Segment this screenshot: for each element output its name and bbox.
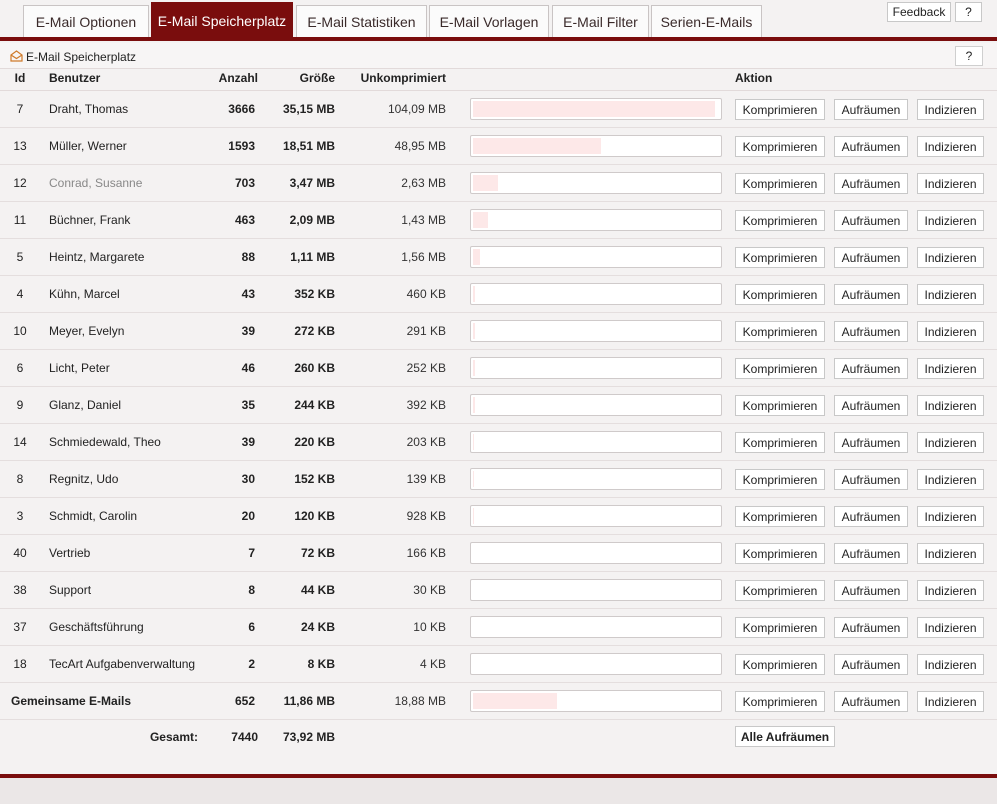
user-id: 10 (13, 324, 27, 338)
user-id: 12 (13, 176, 27, 190)
uncompressed-size: 30 KB (413, 583, 446, 597)
user-id: 7 (16, 102, 24, 116)
cleanup-button[interactable]: Aufräumen (834, 395, 908, 416)
cleanup-button[interactable]: Aufräumen (834, 506, 908, 527)
table-row (0, 350, 997, 387)
index-button[interactable]: Indizieren (917, 136, 984, 157)
index-button[interactable]: Indizieren (917, 506, 984, 527)
user-name: TecArt Aufgabenverwaltung (49, 657, 196, 671)
compress-button[interactable]: Komprimieren (735, 321, 825, 342)
user-name: Licht, Peter (49, 361, 110, 375)
usage-bar (470, 394, 722, 416)
column-header-uncompressed: Unkomprimiert (360, 71, 446, 85)
cleanup-button[interactable]: Aufräumen (834, 617, 908, 638)
compress-button[interactable]: Komprimieren (735, 691, 825, 712)
shared-mail-label: Gemeinsame E-Mails (11, 694, 132, 708)
cleanup-button[interactable]: Aufräumen (834, 136, 908, 157)
user-id: 6 (16, 361, 24, 375)
index-button[interactable]: Indizieren (917, 469, 984, 490)
mail-count: 3666 (228, 102, 255, 116)
table-row (0, 239, 997, 276)
table-row (0, 165, 997, 202)
table-row (0, 646, 997, 683)
storage-size: 11,86 MB (283, 694, 335, 708)
storage-size: 220 KB (294, 435, 335, 449)
cleanup-button[interactable]: Aufräumen (834, 691, 908, 712)
mail-count: 1593 (228, 139, 255, 153)
storage-size: 2,09 MB (289, 213, 335, 227)
usage-bar-fill (473, 286, 475, 302)
user-id: 40 (13, 546, 27, 560)
mail-count: 7 (248, 546, 255, 560)
uncompressed-size: 392 KB (406, 398, 446, 412)
compress-button[interactable]: Komprimieren (735, 136, 825, 157)
column-header-id: Id (14, 71, 26, 85)
total-label: Gesamt: (149, 730, 198, 744)
tab-email-speicherplatz[interactable]: E-Mail Speicherplatz (151, 2, 293, 38)
usage-bar (470, 579, 722, 601)
usage-bar-fill (473, 471, 474, 487)
usage-bar (470, 468, 722, 490)
shared-mail-row (0, 683, 997, 720)
column-header-user: Benutzer (49, 71, 101, 85)
user-id: 38 (13, 583, 27, 597)
table-row (0, 498, 997, 535)
mail-count: 20 (241, 509, 255, 523)
user-id: 3 (16, 509, 24, 523)
cleanup-button[interactable]: Aufräumen (834, 99, 908, 120)
index-button[interactable]: Indizieren (917, 691, 984, 712)
user-id: 18 (13, 657, 27, 671)
usage-bar (470, 98, 722, 120)
compress-button[interactable]: Komprimieren (735, 654, 825, 675)
cleanup-button[interactable]: Aufräumen (834, 543, 908, 564)
compress-button[interactable]: Komprimieren (735, 580, 825, 601)
mail-count: 463 (234, 213, 255, 227)
tab-email-optionen[interactable]: E-Mail Optionen (23, 5, 149, 38)
storage-size: 152 KB (294, 472, 335, 486)
uncompressed-size: 48,95 MB (394, 139, 446, 153)
compress-button[interactable]: Komprimieren (735, 358, 825, 379)
table-row (0, 313, 997, 350)
user-name: Regnitz, Udo (49, 472, 119, 486)
mail-count: 46 (241, 361, 255, 375)
uncompressed-size: 203 KB (406, 435, 446, 449)
table-row (0, 535, 997, 572)
usage-bar (470, 542, 722, 564)
usage-bar-fill (473, 249, 480, 265)
storage-size: 44 KB (300, 583, 335, 597)
usage-bar (470, 431, 722, 453)
envelope-open-icon (10, 50, 23, 62)
compress-button[interactable]: Komprimieren (735, 432, 825, 453)
compress-button[interactable]: Komprimieren (735, 617, 825, 638)
usage-bar (470, 505, 722, 527)
uncompressed-size: 166 KB (406, 546, 446, 560)
usage-bar-fill (473, 360, 475, 376)
storage-size: 3,47 MB (289, 176, 335, 190)
user-name: Conrad, Susanne (49, 176, 143, 190)
tab-email-filter[interactable]: E-Mail Filter (552, 5, 649, 38)
storage-size: 244 KB (294, 398, 335, 412)
compress-button[interactable]: Komprimieren (735, 543, 825, 564)
user-name: Geschäftsführung (49, 620, 144, 634)
uncompressed-size: 1,56 MB (401, 250, 446, 264)
column-header-size: Größe (299, 71, 335, 85)
user-name: Draht, Thomas (49, 102, 129, 116)
user-name: Meyer, Evelyn (49, 324, 125, 338)
user-name: Schmidt, Carolin (49, 509, 138, 523)
uncompressed-size: 10 KB (413, 620, 446, 634)
total-row (0, 719, 997, 755)
storage-size: 260 KB (294, 361, 335, 375)
cleanup-button[interactable]: Aufräumen (834, 358, 908, 379)
user-id: 13 (13, 139, 27, 153)
compress-button[interactable]: Komprimieren (735, 506, 825, 527)
index-button[interactable]: Indizieren (917, 321, 984, 342)
cleanup-button[interactable]: Aufräumen (834, 321, 908, 342)
cleanup-button[interactable]: Aufräumen (834, 469, 908, 490)
usage-bar (470, 172, 722, 194)
storage-size: 1,11 MB (290, 250, 335, 264)
index-button[interactable]: Indizieren (917, 395, 984, 416)
column-header-action: Aktion (735, 71, 773, 85)
cleanup-button[interactable]: Aufräumen (834, 432, 908, 453)
panel-title: E-Mail Speicherplatz (26, 50, 137, 64)
table-row (0, 276, 997, 313)
usage-bar (470, 690, 722, 712)
uncompressed-size: 291 KB (406, 324, 446, 338)
mail-count: 43 (241, 287, 255, 301)
storage-panel (0, 41, 997, 775)
table-row (0, 609, 997, 646)
user-id: 9 (16, 398, 24, 412)
user-name: Heintz, Margarete (49, 250, 145, 264)
mail-count: 39 (241, 435, 255, 449)
uncompressed-size: 4 KB (419, 657, 446, 671)
storage-size: 24 KB (300, 620, 335, 634)
storage-size: 72 KB (300, 546, 335, 560)
storage-size: 35,15 MB (282, 102, 335, 116)
panel-help-button[interactable]: ? (955, 46, 983, 66)
user-id: 37 (13, 620, 27, 634)
table-row (0, 91, 997, 128)
storage-size: 120 KB (294, 509, 335, 523)
user-name: Büchner, Frank (49, 213, 131, 227)
usage-bar-fill (473, 434, 474, 450)
mail-count: 35 (241, 398, 255, 412)
usage-bar-fill (473, 693, 557, 709)
compress-button[interactable]: Komprimieren (735, 395, 825, 416)
uncompressed-size: 2,63 MB (401, 176, 446, 190)
user-id: 11 (13, 213, 27, 227)
usage-bar (470, 283, 722, 305)
total-count: 7440 (231, 730, 258, 744)
compress-button[interactable]: Komprimieren (735, 247, 825, 268)
compress-button[interactable]: Komprimieren (735, 469, 825, 490)
compress-button[interactable]: Komprimieren (735, 173, 825, 194)
compress-button[interactable]: Komprimieren (735, 284, 825, 305)
cleanup-all-button[interactable]: Alle Aufräumen (735, 726, 835, 747)
total-size: 73,92 MB (282, 730, 335, 744)
index-button[interactable]: Indizieren (917, 247, 984, 268)
mail-count: 30 (241, 472, 255, 486)
index-button[interactable]: Indizieren (917, 210, 984, 231)
storage-size: 18,51 MB (282, 139, 335, 153)
cleanup-button[interactable]: Aufräumen (834, 284, 908, 305)
user-id: 14 (13, 435, 27, 449)
user-name: Support (49, 583, 92, 597)
tab-serien-emails[interactable]: Serien-E-Mails (651, 5, 762, 38)
uncompressed-size: 928 KB (406, 509, 446, 523)
table-row (0, 572, 997, 609)
index-button[interactable]: Indizieren (917, 617, 984, 638)
index-button[interactable]: Indizieren (917, 284, 984, 305)
panel-header (0, 43, 997, 69)
cleanup-button[interactable]: Aufräumen (834, 210, 908, 231)
cleanup-button[interactable]: Aufräumen (834, 173, 908, 194)
uncompressed-size: 252 KB (406, 361, 446, 375)
mail-count: 39 (241, 324, 255, 338)
index-button[interactable]: Indizieren (917, 580, 984, 601)
storage-size: 8 KB (307, 657, 335, 671)
table-row (0, 387, 997, 424)
index-button[interactable]: Indizieren (917, 99, 984, 120)
mail-count: 703 (234, 176, 255, 190)
tab-email-vorlagen[interactable]: E-Mail Vorlagen (429, 5, 549, 38)
usage-bar-fill (473, 508, 474, 524)
storage-size: 272 KB (294, 324, 335, 338)
user-name: Kühn, Marcel (49, 287, 120, 301)
usage-bar-fill (473, 101, 715, 117)
usage-bar (470, 135, 722, 157)
usage-bar (470, 320, 722, 342)
user-id: 8 (16, 472, 24, 486)
mail-count: 652 (234, 694, 255, 708)
mail-count: 88 (241, 250, 255, 264)
user-id: 5 (16, 250, 24, 264)
user-name: Müller, Werner (49, 139, 127, 153)
usage-bar-fill (473, 138, 601, 154)
cleanup-button[interactable]: Aufräumen (834, 654, 908, 675)
usage-bar (470, 246, 722, 268)
uncompressed-size: 1,43 MB (401, 213, 446, 227)
usage-bar-fill (473, 397, 475, 413)
index-button[interactable]: Indizieren (917, 654, 984, 675)
feedback-button[interactable]: Feedback (887, 2, 951, 22)
index-button[interactable]: Indizieren (917, 358, 984, 379)
uncompressed-size: 18,88 MB (394, 694, 446, 708)
compress-button[interactable]: Komprimieren (735, 210, 825, 231)
usage-bar-fill (473, 212, 488, 228)
usage-bar (470, 616, 722, 638)
usage-bar-fill (473, 175, 498, 191)
uncompressed-size: 139 KB (406, 472, 446, 486)
tab-bar (0, 0, 997, 40)
usage-bar-fill (473, 323, 475, 339)
mail-count: 8 (248, 583, 255, 597)
tab-email-statistiken[interactable]: E-Mail Statistiken (296, 5, 427, 38)
user-name: Schmiedewald, Theo (49, 435, 161, 449)
index-button[interactable]: Indizieren (917, 173, 984, 194)
help-button[interactable]: ? (955, 2, 982, 22)
usage-bar (470, 357, 722, 379)
user-name: Vertrieb (49, 546, 91, 560)
table-row (0, 202, 997, 239)
mail-count: 6 (248, 620, 255, 634)
user-id: 4 (16, 287, 24, 301)
table-row (0, 461, 997, 498)
table-row (0, 128, 997, 165)
usage-bar (470, 209, 722, 231)
storage-size: 352 KB (294, 287, 335, 301)
mail-count: 2 (248, 657, 255, 671)
uncompressed-size: 460 KB (406, 287, 446, 301)
column-header-count: Anzahl (218, 71, 258, 85)
index-button[interactable]: Indizieren (917, 432, 984, 453)
uncompressed-size: 104,09 MB (387, 102, 446, 116)
usage-bar (470, 653, 722, 675)
index-button[interactable]: Indizieren (917, 543, 984, 564)
cleanup-button[interactable]: Aufräumen (834, 247, 908, 268)
footer-bar (0, 778, 997, 804)
cleanup-button[interactable]: Aufräumen (834, 580, 908, 601)
user-name: Glanz, Daniel (49, 398, 122, 412)
table-row (0, 424, 997, 461)
compress-button[interactable]: Komprimieren (735, 99, 825, 120)
